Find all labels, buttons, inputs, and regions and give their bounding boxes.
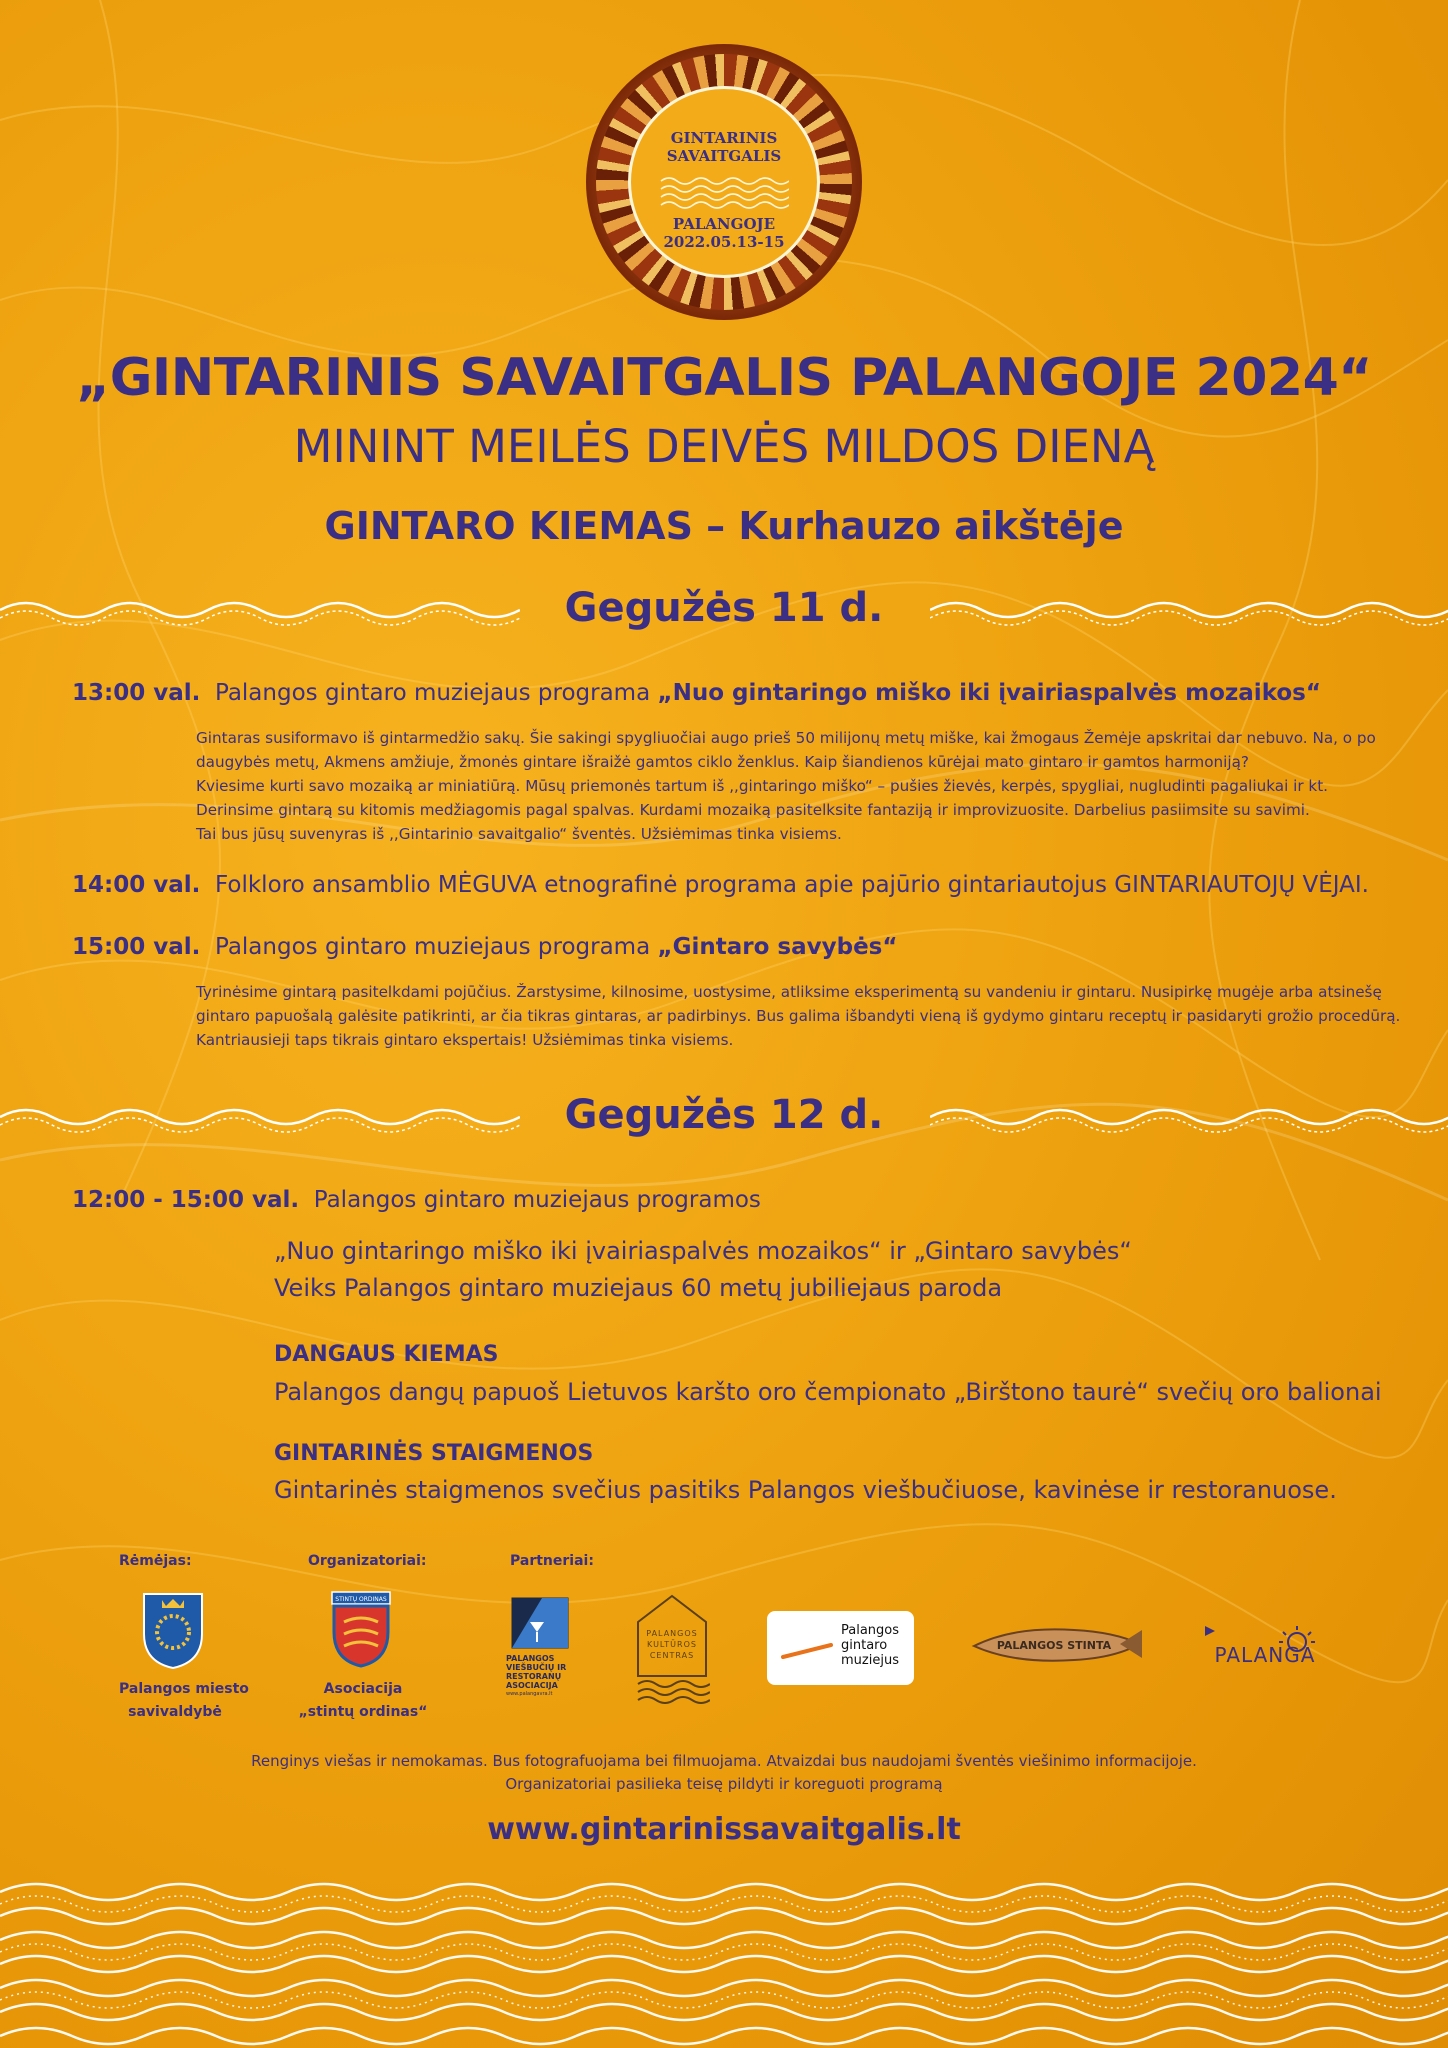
description-line: Tyrinėsime gintarą pasitelkdami pojūčius. Žarstysime, kilnosime, uostysime, atliksime eksperimentą su vandeniu ir gintaru. Nusipirkę mugėje arba atsinešę bbox=[196, 983, 1382, 1001]
organizer-name-line: Asociacija bbox=[323, 1681, 403, 1697]
event-time: 15:00 val. bbox=[72, 934, 201, 960]
municipality-crest-icon bbox=[140, 1590, 206, 1670]
hotel-assoc-line: VIEŠBUČIŲ IR bbox=[506, 1663, 567, 1672]
stinta-logo-text: PALANGOS STINTA bbox=[996, 1639, 1112, 1652]
event-text: Palangos gintaro muziejaus programa bbox=[214, 680, 658, 706]
page-title: „GINTARINIS SAVAITGALIS PALANGOJE 2024“ bbox=[76, 348, 1372, 408]
logo-title bbox=[631, 129, 817, 165]
hotel-assoc-line: ASOCIACIJA bbox=[506, 1681, 558, 1690]
footer-note-line: Renginys viešas ir nemokamas. Bus fotografuojama bei filmuojama. Atvaizdai bus naudojami šventės viešinimo informacijoje. bbox=[251, 1752, 1197, 1770]
event-text: Folkloro ansamblio MĖGUVA etnografinė programa apie pajūrio gintariautojus GINTARIAUTOJŲ VĖJAI. bbox=[214, 872, 1369, 898]
palanga-city-logo-icon bbox=[1203, 1622, 1329, 1670]
palangos-stinta-logo-icon bbox=[970, 1624, 1146, 1666]
event-text: Palangos gintaro muziejaus programa bbox=[214, 934, 658, 960]
event-time: 12:00 - 15:00 val. bbox=[72, 1187, 300, 1213]
bottom-wave-pattern bbox=[0, 1872, 1448, 2048]
event-row-2 bbox=[72, 872, 1369, 898]
partners-label: Partneriai: bbox=[510, 1553, 594, 1569]
sponsor-label: Rėmėjas: bbox=[119, 1553, 192, 1569]
description-line: Tai bus jūsų suvenyras iš ,,Gintarinio savaitgalio“ šventės. Užsiėmimas tinka visiems. bbox=[196, 825, 842, 843]
sponsor-name-line: Palangos miesto bbox=[119, 1681, 249, 1697]
venue-heading: GINTARO KIEMAS – Kurhauzo aikštėje bbox=[324, 504, 1124, 548]
amber-museum-logo bbox=[767, 1611, 914, 1685]
day2-main-row bbox=[72, 1187, 761, 1213]
description-line: Derinsime gintarą su kitomis medžiagomis pagal spalvas. Kurdami mozaiką pasitelksite fantaziją ir improvizuosite. Darbelius pasiimsite su savimi. bbox=[196, 801, 1310, 819]
culture-center-line: KULTŪROS bbox=[647, 1640, 697, 1649]
event-time: 14:00 val. bbox=[72, 872, 201, 898]
event-time: 13:00 val. bbox=[72, 680, 201, 706]
sponsor-name-line: savivaldybė bbox=[128, 1704, 222, 1720]
event-description-1 bbox=[196, 726, 1376, 846]
organizer-badge-text: STINTŲ ORDINAS bbox=[335, 1596, 387, 1603]
museum-name bbox=[841, 1623, 899, 1668]
hotel-assoc-line: RESTORANŲ bbox=[506, 1672, 562, 1681]
hotel-association-logo-icon bbox=[508, 1594, 572, 1652]
palanga-logo-text: PALANGA bbox=[1214, 1643, 1316, 1667]
page-subtitle: MININT MEILĖS DEIVĖS MILDOS DIENĄ bbox=[293, 420, 1155, 473]
event-program-name: „Nuo gintaringo miško iki įvairiaspalvės mozaikos“ bbox=[657, 680, 1321, 706]
museum-name-line: muziejus bbox=[841, 1653, 899, 1668]
museum-stroke-icon bbox=[781, 1641, 833, 1661]
website-link[interactable]: www.gintarinissavaitgalis.lt bbox=[487, 1812, 961, 1847]
amber-surprises-text: Gintarinės staigmenos svečius pasitiks Palangos viešbučiuose, kavinėse ir restoranuose. bbox=[274, 1476, 1337, 1504]
logo-line-2: SAVAITGALIS bbox=[666, 147, 782, 165]
event-text: Palangos gintaro muziejaus programos bbox=[313, 1187, 761, 1213]
description-line: Kviesime kurti savo mozaiką ar miniatiūrą. Mūsų priemonės tartum iš ,,gintaringo miško“ – pušies žievės, kerpės, spygliai, nugludinti pagaliukai ir kt. bbox=[196, 777, 1328, 795]
footer-note bbox=[0, 1750, 1448, 1796]
description-line: daugybės metų, Akmens amžiuje, žmonės gintare išraižė gamtos ciklo ženklus. Kaip šiandienos kūrėjai mato gintaro ir gamtos harmoniją? bbox=[196, 753, 1249, 771]
description-line: gintaro papuošalą galėsite patikrinti, ar čia tikras gintaras, ar padirbinys. Bus galima išbandyti vieną iš gydymo gintaru receptų ir pasidaryti grožio procedūrą. bbox=[196, 1007, 1401, 1025]
logo-line-1: GINTARINIS bbox=[670, 129, 778, 147]
event-description-3 bbox=[196, 980, 1401, 1052]
museum-name-line: gintaro bbox=[841, 1638, 888, 1653]
hotel-assoc-line: PALANGOS bbox=[506, 1654, 555, 1663]
culture-center-line: PALANGOS bbox=[646, 1629, 698, 1638]
organizers-label: Organizatoriai: bbox=[308, 1553, 427, 1569]
sky-yard-text: Palangos dangų papuoš Lietuvos karšto oro čempionato „Birštono taurė“ svečių oro balionai bbox=[274, 1378, 1382, 1406]
hotel-assoc-url: www.palangavra.lt bbox=[506, 1691, 553, 1697]
day2-programs-line-2: Veiks Palangos gintaro muziejaus 60 metų jubiliejaus paroda bbox=[274, 1274, 1003, 1302]
logo-date bbox=[631, 215, 817, 251]
day1-heading: Gegužės 11 d. bbox=[564, 585, 884, 631]
logo-wave-icon bbox=[659, 173, 789, 209]
smelt-order-crest-icon bbox=[330, 1590, 392, 1670]
description-line: Kantriausieji taps tikrais gintaro ekspertais! Užsiėmimas tinka visiems. bbox=[196, 1031, 734, 1049]
event-logo bbox=[586, 44, 862, 320]
sky-yard-heading: DANGAUS KIEMAS bbox=[274, 1342, 499, 1367]
logo-line-3: PALANGOJE bbox=[672, 215, 776, 233]
footer-note-line: Organizatoriai pasilieka teisę pildyti ir koreguoti programą bbox=[505, 1775, 943, 1793]
day2-heading: Gegužės 12 d. bbox=[564, 1092, 884, 1138]
event-program-name: „Gintaro savybės“ bbox=[657, 934, 898, 960]
culture-center-text bbox=[640, 1628, 704, 1661]
amber-surprises-heading: GINTARINĖS STAIGMENOS bbox=[274, 1441, 594, 1466]
event-row-3 bbox=[72, 934, 897, 960]
sponsor-name bbox=[119, 1678, 249, 1724]
hotel-association-text bbox=[506, 1654, 576, 1699]
event-row-1 bbox=[72, 680, 1321, 706]
organizer-name-line: „stintų ordinas“ bbox=[298, 1704, 428, 1720]
museum-name-line: Palangos bbox=[841, 1623, 900, 1638]
day2-programs-line-1: „Nuo gintaringo miško iki įvairiaspalvės mozaikos“ ir „Gintaro savybės“ bbox=[274, 1237, 1132, 1265]
logo-line-4: 2022.05.13-15 bbox=[663, 233, 785, 251]
culture-center-line: CENTRAS bbox=[649, 1651, 695, 1660]
description-line: Gintaras susiformavo iš gintarmedžio sakų. Šie sakingi spygliuočiai augo prieš 50 milijonų metų miške, kai žmogaus Žemėje apskritai dar nebuvo. Na, o po bbox=[196, 729, 1376, 747]
organizer-name bbox=[298, 1678, 428, 1724]
logo-badge bbox=[628, 86, 820, 278]
